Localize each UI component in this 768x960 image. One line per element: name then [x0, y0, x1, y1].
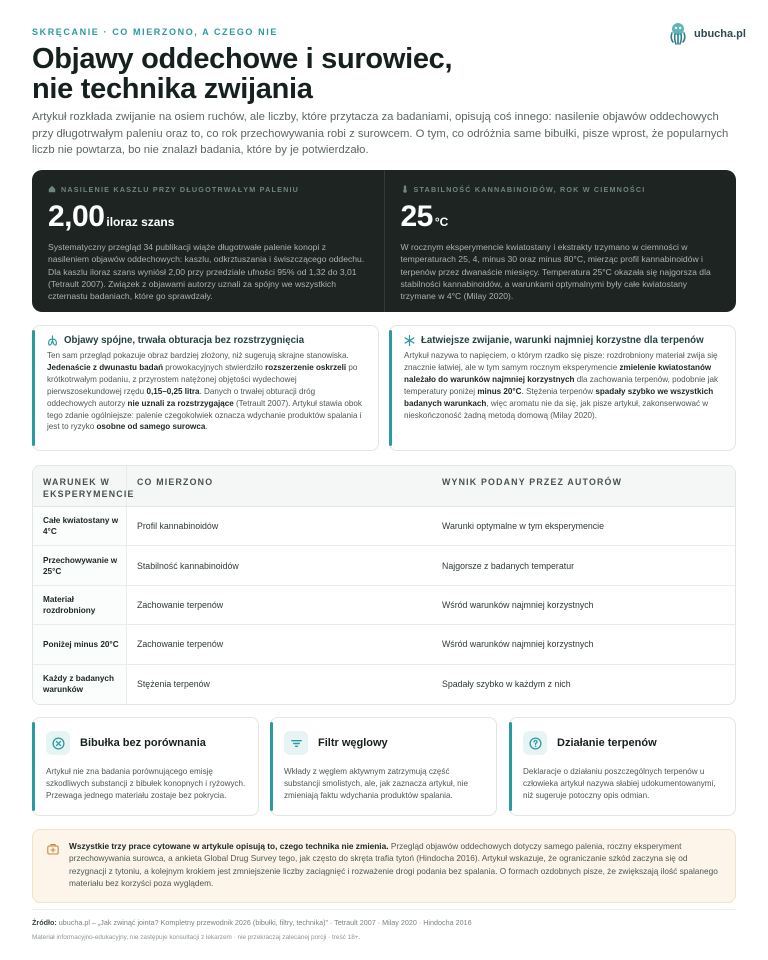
table-cell: Wśród warunków najmniej korzystnych: [442, 639, 594, 650]
table-row: [33, 665, 735, 704]
table-cell: Poniżej minus 20°C: [33, 625, 127, 663]
stat-label: NASILENIE KASZLU PRZY DŁUGOTRWAŁYM PALENIU: [48, 184, 368, 194]
table-header: [33, 466, 735, 507]
card-title: Filtr węglowy: [318, 737, 388, 749]
note-text: Wszystkie trzy prace cytowane w artykule opisują to, czego technika nie zmienia. Przegląd objawów oddechowych dotyczy samego palenia, roczny eksperyment przechowywania surowca, a ankieta Global Drug Survey tego, jak często do skręta trafia tytoń (Hindocha 2016). Artykuł wskazuje, że ograniczanie szkód zaczyna się od rezygnacji z tytoniu, a kolejnym krokiem jest zmniejszenie liczby zaciągnięć i rozważenie drogi podania bez spalania. O formach ozdobnych pisze, że zwiększają ilość spalanego materiału bez korzyści poza wyglądem.: [69, 841, 718, 888]
card-body: Deklaracje o działaniu poszczególnych terpenów u człowieka artykuł nazywa słabiej udokumentowanymi, niż sugeruje potoczny opis odmian.: [523, 767, 716, 800]
home-icon: [48, 185, 56, 193]
icon-badge: [284, 731, 308, 755]
thermometer-icon: [401, 185, 409, 193]
filter-icon: [290, 737, 303, 750]
card-terpenes: [509, 717, 736, 816]
title-line-2: nie technika zwijania: [32, 73, 313, 105]
table-cell: Stabilność kannabinoidów: [137, 560, 239, 571]
table-cell: Zachowanie terpenów: [137, 599, 224, 610]
stat-label: STABILNOŚĆ KANNABINOIDÓW, ROK W CIEMNOŚCI: [401, 184, 721, 194]
kicker: SKRĘCANIE · CO MIERZONO, A CZEGO NIE: [32, 27, 278, 37]
panel-respiratory: [32, 325, 379, 451]
site-logo[interactable]: [668, 22, 746, 46]
card-title: Bibułka bez porównania: [80, 737, 206, 749]
stats-panel: [32, 170, 736, 312]
conditions-table: [32, 465, 736, 705]
lungs-icon: [47, 335, 58, 346]
column-header: CO MIERZONO: [137, 477, 214, 487]
table-row: [33, 625, 735, 664]
table-cell: Każdy z badanych warunków: [33, 665, 127, 704]
panel-title: Łatwiejsze zwijanie, warunki najmniej korzystne dla terpenów: [404, 335, 723, 346]
stat-value: 25 °C: [400, 200, 449, 233]
stat-storage: [384, 170, 737, 312]
page-title: [32, 44, 652, 104]
table-cell: Materiał rozdrobniony: [33, 586, 127, 624]
column-header: WARUNEK W EKSPERYMENCIE: [33, 466, 127, 506]
stat-unit: iloraz szans: [106, 215, 175, 229]
table-cell: Najgorsze z badanych temperatur: [442, 560, 575, 571]
card-paper: [32, 717, 259, 816]
stat-value: 2,00 iloraz szans: [48, 200, 175, 233]
table-cell: Profil kannabinoidów: [137, 521, 219, 532]
card-body: Artykuł nie zna badania porównującego emisję szkodliwych substancji z bibułek konopnych i ryżowych. Przewaga jednego materiału zostaje bez pokrycia.: [46, 767, 246, 800]
icon-badge: [46, 731, 70, 755]
question-circle-icon: [529, 737, 542, 750]
table-cell: Stężenia terpenów: [137, 679, 210, 690]
table-cell: Zachowanie terpenów: [137, 639, 224, 650]
table-row: [33, 546, 735, 585]
stat-cough: [32, 170, 384, 312]
table-row: [33, 586, 735, 625]
table-cell: Całe kwiatostany w 4°C: [33, 507, 127, 545]
panel-storage: [389, 325, 736, 451]
octopus-logo-icon: [668, 22, 688, 46]
table-cell: Przechowywanie w 25°C: [33, 546, 127, 584]
card-filter: [270, 717, 497, 816]
stat-unit: °C: [434, 215, 449, 229]
panel-body: Ten sam przegląd pokazuje obraz bardziej złożony, niż sugerują skrajne stanowiska. Jedenaście z dwunastu badań prowokacyjnych stwierdziło rozszerzenie oskrzeli po krótkotrwałym podaniu, z przyrostem natężonej objętości wydechowej pierwszosekundowej rzędu 0,15–0,25 litra. Danych o trwałej obturacji dróg oddechowych autorzy nie uznali za rozstrzygające (Tetrault 2007). Artykuł stawia obok tego zdanie ogólniejsze: palenie czegokolwiek oznacza wdychanie produktów spalania i jest to ryzyko osobne od samego surowca.: [47, 351, 362, 432]
x-circle-icon: [52, 737, 65, 750]
disclaimer: Materiał informacyjno-edukacyjny, nie zastępuje konsultacji z lekarzem · nie przekraczaj zalecanej porcji · treść 18+.: [32, 934, 361, 941]
title-line-1: Objawy oddechowe i surowiec,: [32, 43, 453, 75]
table-row: [33, 507, 735, 546]
panel-body: Artykuł nazywa to napięciem, o którym rzadko się pisze: rozdrobniony materiał zwija się znacznie łatwiej, ale w tym samym rocznym eksperymencie zmielenie kwiatostanów należało do warunków najmniej korzystnych dla zachowania terpenów, podobnie jak temperatury poniżej minus 20°C. Stężenia terpenów spadały szybko we wszystkich badanych warunkach, więc aromatu nie da się, jak pisze artykuł, zakonserwować w nieskończoność żadną metodą domową (Milay 2020).: [404, 351, 719, 420]
harm-reduction-note: [32, 829, 736, 903]
footer-divider: [32, 909, 736, 910]
table-cell: Warunki optymalne w tym eksperymencie: [442, 521, 604, 532]
stat-description: W rocznym eksperymencie kwiatostany i ekstrakty trzymano w ciemności w temperaturach 25, 4, minus 30 oraz minus 80°C, mierząc profil kannabinoidów i terpenów przez dwanaście miesięcy. Temperatura 25°C okazała się najgorsza dla stabilności kannabinoidów, a warunkami optymalnymi były całe kwiatostany trzymane w 4°C (Milay 2020).: [400, 242, 711, 302]
lead-paragraph: Artykuł rozkłada zwijanie na osiem ruchów, ale liczby, które przytacza za badaniami, opisują coś innego: nasilenie objawów oddechowych przy długotrwałym paleniu oraz to, co rok przechowywania robi z surowcem. O tym, co odróżnia same bibułki, pisze wprost, że popularnych liczb nie powtarza, bo nie znalazł badania, które by je potwierdzało.: [32, 111, 729, 156]
source-line: Źródło: ubucha.pl – „Jak zwinąć jointa? Kompletny przewodnik 2026 (bibułki, filtry, technika)” · Tetrault 2007 · Milay 2020 · Hindocha 2016: [32, 918, 472, 927]
column-header: WYNIK PODANY PRZEZ AUTORÓW: [442, 477, 623, 487]
card-title: Działanie terpenów: [557, 737, 657, 749]
table-cell: Wśród warunków najmniej korzystnych: [442, 599, 594, 610]
snowflake-icon: [404, 335, 415, 346]
logo-text: ubucha.pl: [694, 28, 746, 40]
stat-description: Systematyczny przegląd 34 publikacji wiąże długotrwałe palenie konopi z nasileniem objawów oddechowych: kaszlu, odkrztuszania i świszczącego oddechu. Dla kaszlu iloraz szans wyniósł 2,00 przy przedziale ufności 95% od 1,32 do 3,01 (Tetrault 2007). Związek z objawami autorzy uznali za spójny we wszystkich czternastu badaniach, które go sprawdzały.: [48, 242, 365, 302]
first-aid-icon: [47, 843, 59, 855]
card-body: Wkłady z węglem aktywnym zatrzymują część substancji smolistych, ale, jak zaznacza artykuł, nie zmieniają faktu wdychania produktów spalania.: [284, 767, 468, 800]
icon-badge: [523, 731, 547, 755]
table-cell: Spadały szybko w każdym z nich: [442, 679, 571, 690]
panel-title: Objawy spójne, trwała obturacja bez rozstrzygnięcia: [47, 335, 366, 346]
